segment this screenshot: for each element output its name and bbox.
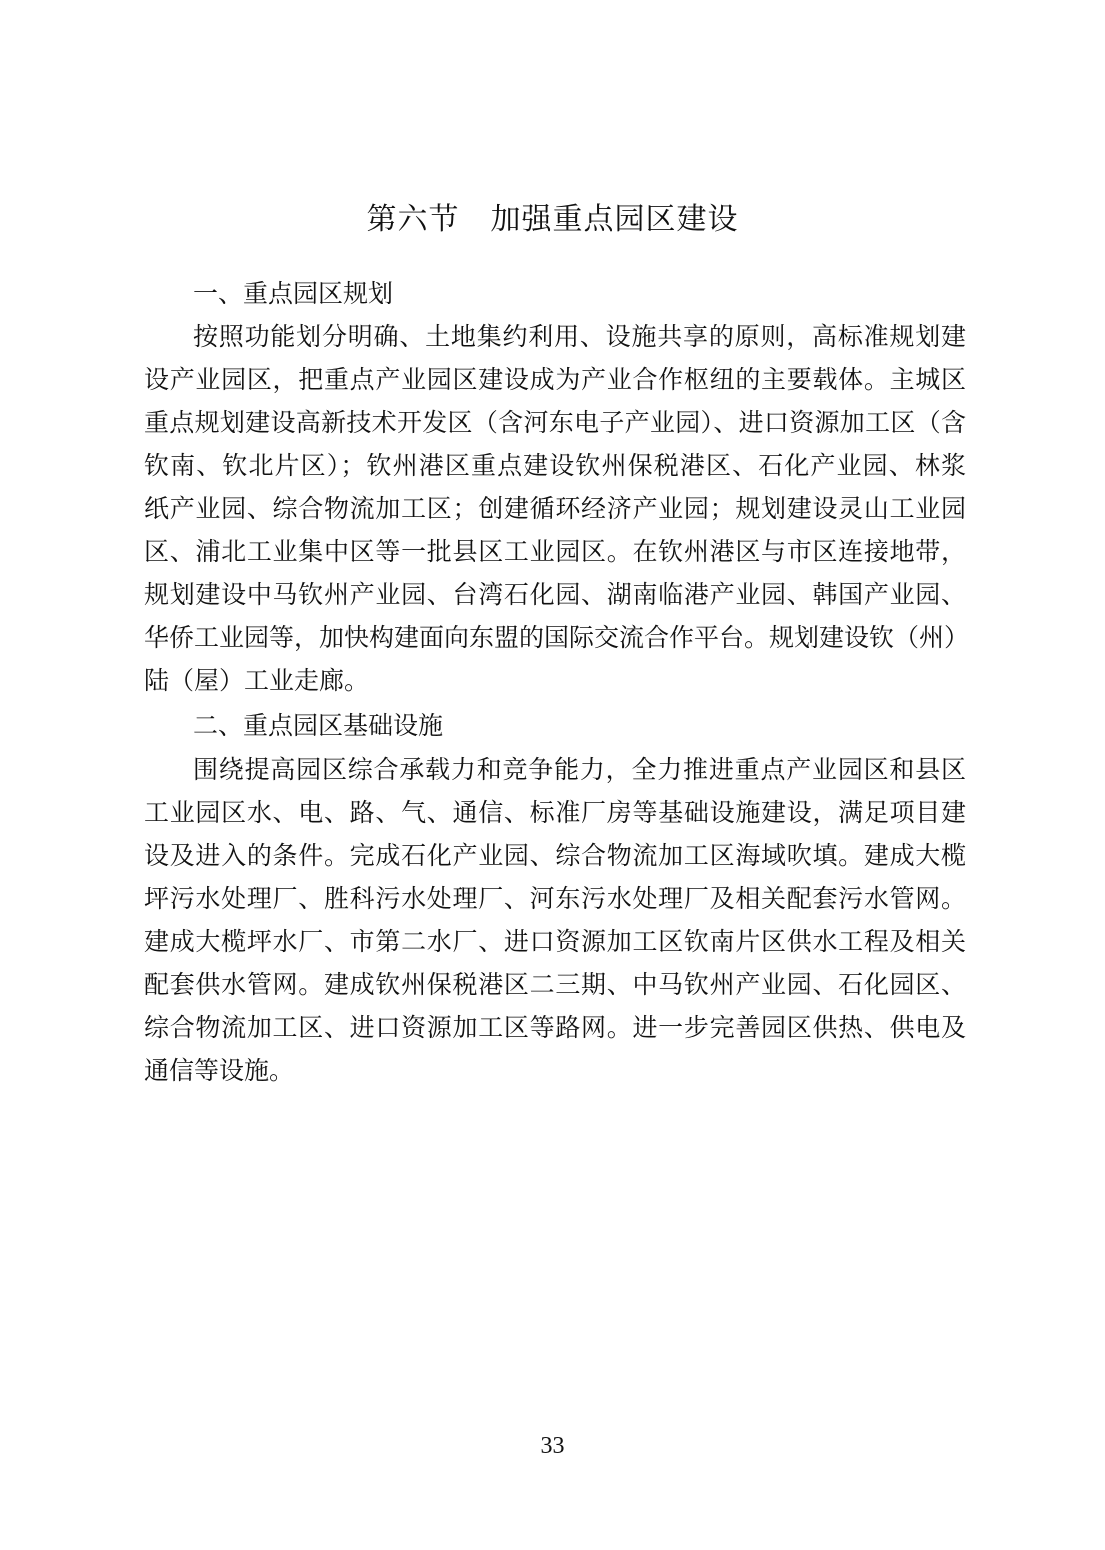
section-heading-2: 二、重点园区基础设施 — [193, 711, 444, 740]
paragraph-line: 规划建设中马钦州产业园、台湾石化园、湖南临港产业园、韩国产业园、 — [144, 580, 966, 609]
paragraph-line: 坪污水处理厂、胜科污水处理厂、河东污水处理厂及相关配套污水管网。 — [144, 884, 966, 913]
paragraph-line: 设产业园区，把重点产业园区建设成为产业合作枢纽的主要载体。主城区 — [144, 365, 966, 394]
paragraph-line: 区、浦北工业集中区等一批县区工业园区。在钦州港区与市区连接地带， — [144, 537, 966, 566]
paragraph-line: 通信等设施。 — [144, 1056, 295, 1085]
paragraph-line: 建成大榄坪水厂、市第二水厂、进口资源加工区钦南片区供水工程及相关 — [144, 927, 966, 956]
page-number: 33 — [540, 1433, 565, 1459]
paragraph-line: 工业园区水、电、路、气、通信、标准厂房等基础设施建设，满足项目建 — [144, 798, 966, 827]
page-title: 第六节 加强重点园区建设 — [366, 202, 739, 237]
paragraph-line: 纸产业园、综合物流加工区；创建循环经济产业园；规划建设灵山工业园 — [144, 494, 966, 523]
paragraph-line: 围绕提高园区综合承载力和竞争能力，全力推进重点产业园区和县区 — [193, 755, 966, 784]
section-heading-1: 一、重点园区规划 — [193, 279, 394, 308]
paragraph-line: 陆（屋）工业走廊。 — [144, 666, 370, 695]
paragraph-line: 综合物流加工区、进口资源加工区等路网。进一步完善园区供热、供电及 — [144, 1013, 966, 1042]
paragraph-line: 配套供水管网。建成钦州保税港区二三期、中马钦州产业园、石化园区、 — [144, 970, 966, 999]
paragraph-line: 重点规划建设高新技术开发区（含河东电子产业园）、进口资源加工区（含 — [144, 408, 966, 437]
paragraph-line: 设及进入的条件。完成石化产业园、综合物流加工区海域吹填。建成大榄 — [144, 841, 966, 870]
paragraph-line: 按照功能划分明确、土地集约利用、设施共享的原则，高标准规划建 — [193, 322, 966, 351]
paragraph-line: 钦南、钦北片区）；钦州港区重点建设钦州保税港区、石化产业园、林浆 — [144, 451, 966, 480]
paragraph-line: 华侨工业园等，加快构建面向东盟的国际交流合作平台。规划建设钦（州） — [144, 623, 970, 652]
